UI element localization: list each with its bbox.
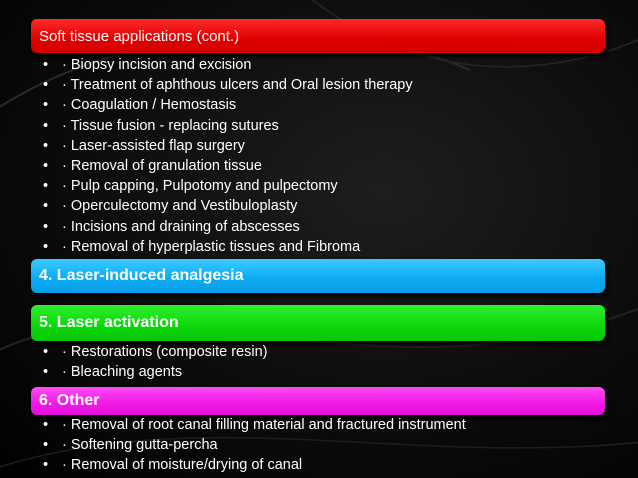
list-item-text: · Removal of hyperplastic tissues and Fibroma (62, 238, 361, 255)
section-heading-soft-tissue (31, 19, 605, 53)
list-item (43, 95, 413, 115)
section-heading-laser-analgesia (31, 259, 605, 293)
list-item-text: · Treatment of aphthous ulcers and Oral lesion therapy (62, 77, 413, 94)
bullet: • (43, 137, 49, 154)
bullet: • (43, 364, 49, 381)
bullet: • (43, 218, 49, 235)
list-item (43, 415, 466, 435)
list-item-text: · Tissue fusion - replacing sutures (62, 117, 279, 134)
bullet: • (43, 117, 49, 134)
list-item (43, 362, 268, 382)
bullet: • (43, 57, 49, 73)
list-item-text: · Pulp capping, Pulpotomy and pulpectomy (62, 178, 338, 195)
list-item (43, 435, 466, 455)
list-item (43, 342, 268, 362)
list-item (43, 156, 413, 176)
list-item-text: · Operculectomy and Vestibuloplasty (62, 198, 298, 215)
list-item-text: · Restorations (composite resin) (62, 344, 268, 360)
list-item (43, 196, 413, 216)
bullet: • (43, 198, 49, 215)
list-item-text: · Removal of granulation tissue (62, 157, 262, 174)
section-heading-text: 6. Other (39, 392, 100, 409)
list-item (43, 75, 413, 95)
section-heading-text: 4. Laser-induced analgesia (39, 267, 244, 284)
bullet: • (43, 417, 49, 433)
list-item-text: · Removal of root canal filling material and fractured instrument (62, 417, 466, 433)
list-item-text: · Incisions and draining of abscesses (62, 218, 300, 235)
list-item (43, 237, 413, 257)
other-list (43, 415, 466, 476)
bullet: • (43, 437, 49, 454)
bullet: • (43, 77, 49, 94)
list-item-text: · Bleaching agents (62, 364, 183, 381)
bullet: • (43, 157, 49, 174)
list-item-text: · Softening gutta-percha (62, 437, 218, 454)
list-item (43, 217, 413, 237)
list-item (43, 455, 466, 475)
list-item (43, 55, 413, 75)
bullet: • (43, 344, 49, 360)
section-heading-text: Soft tissue applications (cont.) (39, 27, 240, 45)
bullet: • (43, 178, 49, 195)
bullet: • (43, 97, 49, 114)
list-item-text: · Biopsy incision and excision (62, 57, 252, 73)
list-item-text: · Removal of moisture/drying of canal (62, 457, 303, 474)
section-heading-other (31, 387, 605, 415)
bullet: • (43, 238, 49, 255)
section-heading-laser-activation (31, 305, 605, 341)
list-item-text: · Laser-assisted flap surgery (62, 137, 245, 154)
list-item-text: · Coagulation / Hemostasis (62, 97, 237, 114)
list-item (43, 176, 413, 196)
section-heading-text: 5. Laser activation (39, 314, 179, 331)
list-item (43, 116, 413, 136)
bullet: • (43, 457, 49, 474)
soft-tissue-list (43, 55, 413, 257)
list-item (43, 136, 413, 156)
laser-activation-list (43, 342, 268, 382)
